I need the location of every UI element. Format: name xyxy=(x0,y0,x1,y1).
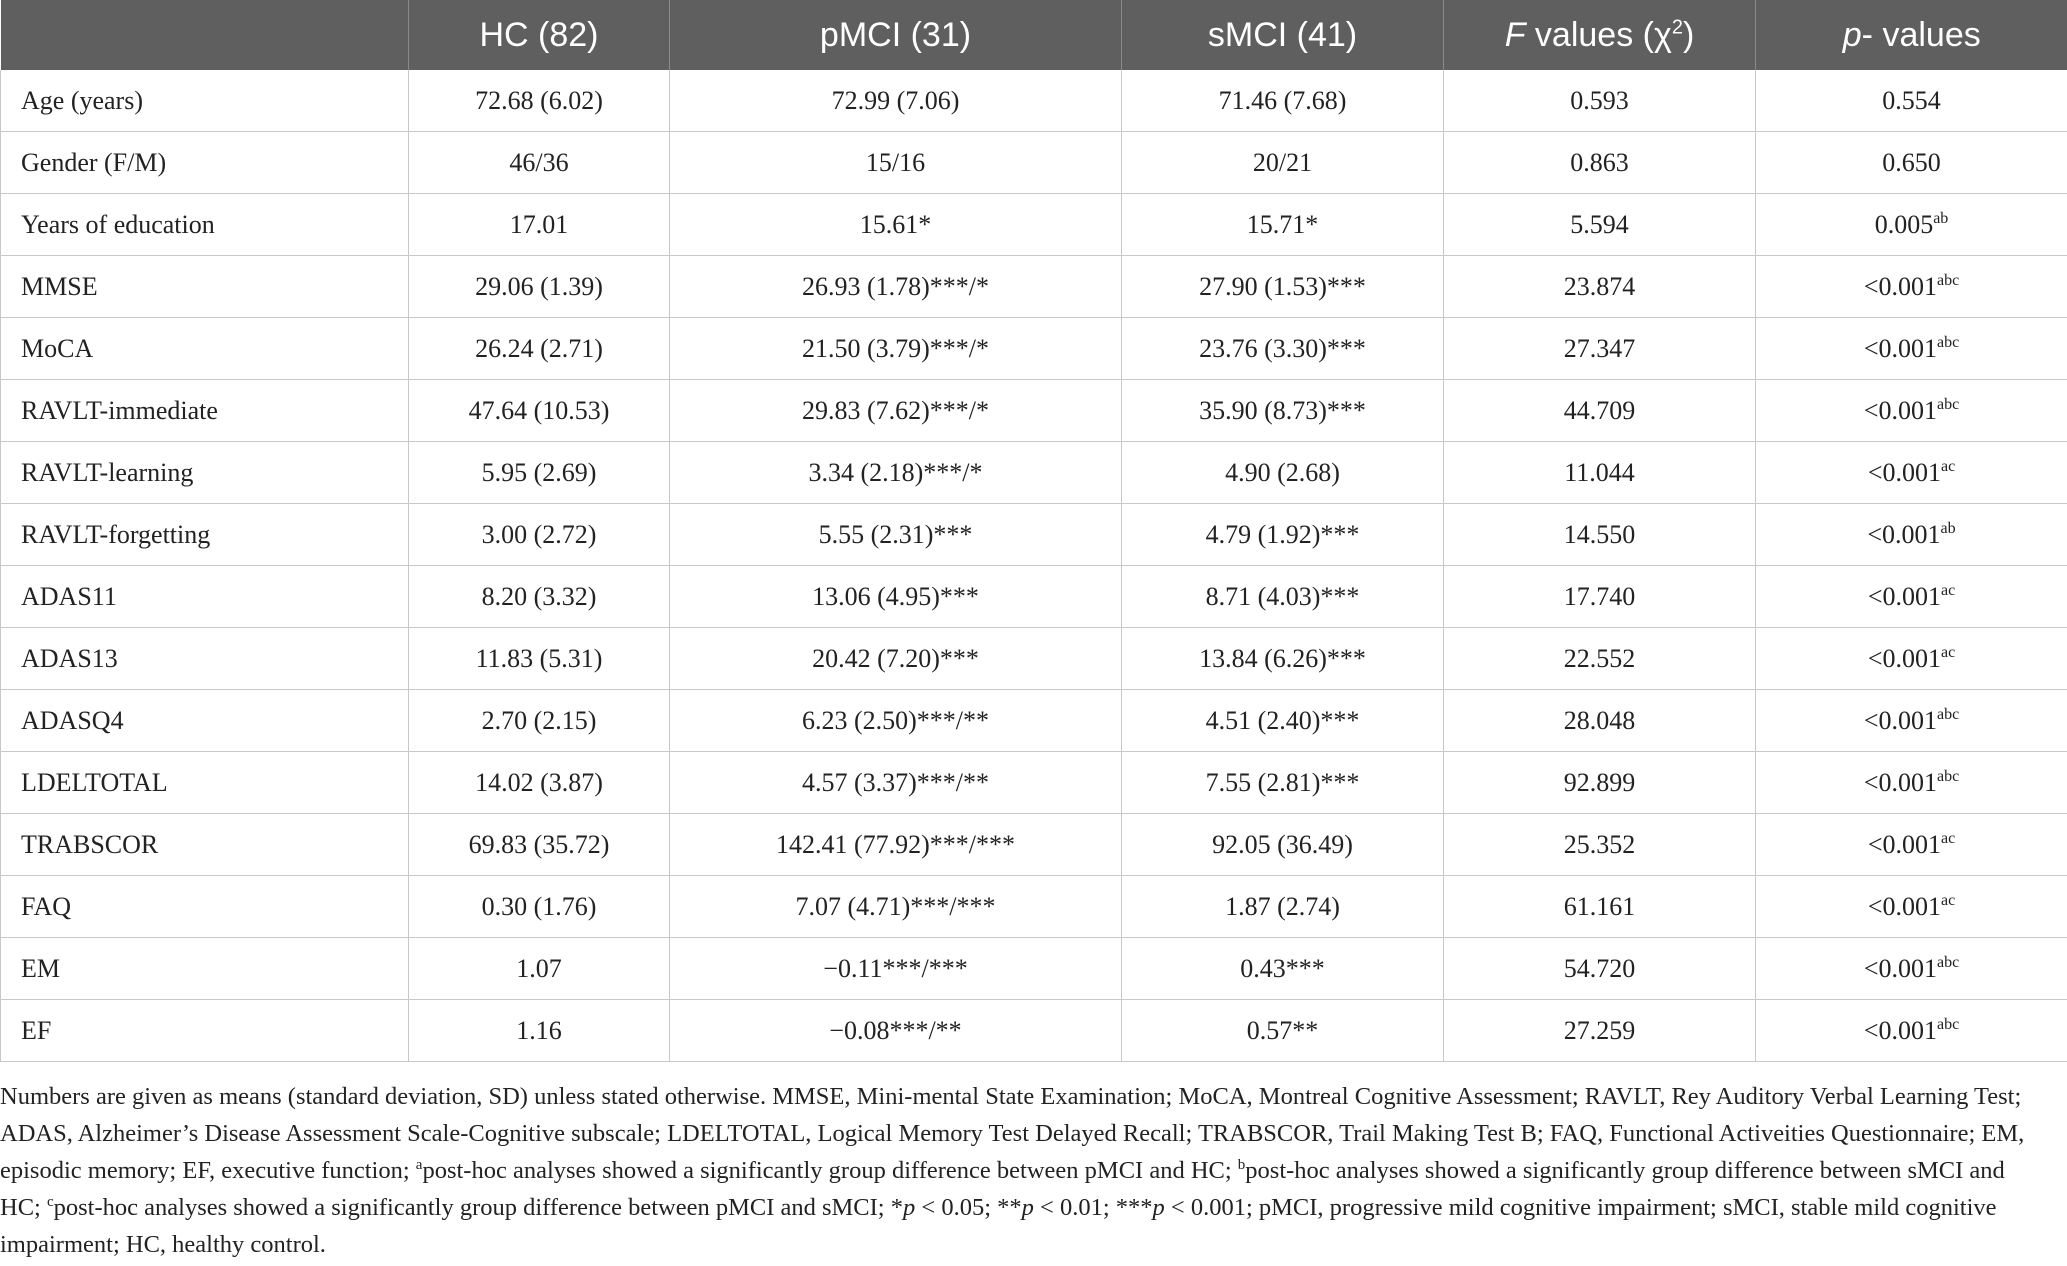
p-value-superscript: abc xyxy=(1936,953,1960,971)
table-row xyxy=(1,566,2067,628)
smci-value: 0.43*** xyxy=(1122,938,1444,1000)
smci-value: 8.71 (4.03)*** xyxy=(1122,566,1444,628)
pmci-value: 15/16 xyxy=(670,132,1122,194)
pmci-value: 6.23 (2.50)***/** xyxy=(670,690,1122,752)
p-value-number: <0.001 xyxy=(1863,271,1937,301)
p-value-superscript: ab xyxy=(1933,209,1949,227)
hc-value: 46/36 xyxy=(409,132,670,194)
table-row xyxy=(1,876,2067,938)
row-label: FAQ xyxy=(1,876,409,938)
pmci-value: 72.99 (7.06) xyxy=(670,70,1122,132)
p-value-number: 0.650 xyxy=(1882,147,1941,177)
table-header xyxy=(1,0,2067,70)
table-row xyxy=(1,70,2067,132)
row-label: LDELTOTAL xyxy=(1,752,409,814)
p-value-superscript: abc xyxy=(1936,333,1960,351)
table-row xyxy=(1,504,2067,566)
p-value-superscript: abc xyxy=(1936,705,1960,723)
p-value-number: <0.001 xyxy=(1867,829,1941,859)
smci-value: 71.46 (7.68) xyxy=(1122,70,1444,132)
p-value-number: <0.001 xyxy=(1863,333,1937,363)
p-value xyxy=(1756,256,2067,318)
f-value: 61.161 xyxy=(1444,876,1756,938)
table-footnote xyxy=(0,1078,2050,1263)
f-value: 14.550 xyxy=(1444,504,1756,566)
p-value-superscript: ac xyxy=(1940,457,1956,475)
pmci-value: 29.83 (7.62)***/* xyxy=(670,380,1122,442)
table-row xyxy=(1,132,2067,194)
smci-value: 4.90 (2.68) xyxy=(1122,442,1444,504)
footnote-sup-b: b xyxy=(1237,1157,1246,1173)
p-value-number: <0.001 xyxy=(1863,705,1937,735)
hc-value: 72.68 (6.02) xyxy=(409,70,670,132)
p-value-superscript: ac xyxy=(1940,581,1956,599)
row-label: RAVLT-immediate xyxy=(1,380,409,442)
smci-value: 4.79 (1.92)*** xyxy=(1122,504,1444,566)
p-value xyxy=(1756,876,2067,938)
pmci-value: 142.41 (77.92)***/*** xyxy=(670,814,1122,876)
smci-value: 4.51 (2.40)*** xyxy=(1122,690,1444,752)
pmci-value: −0.11***/*** xyxy=(670,938,1122,1000)
hc-value: 69.83 (35.72) xyxy=(409,814,670,876)
p-value-superscript: abc xyxy=(1936,767,1960,785)
p-value xyxy=(1756,132,2067,194)
hc-value: 1.16 xyxy=(409,1000,670,1062)
pmci-value: 13.06 (4.95)*** xyxy=(670,566,1122,628)
p-value xyxy=(1756,380,2067,442)
f-value: 44.709 xyxy=(1444,380,1756,442)
hc-value: 29.06 (1.39) xyxy=(409,256,670,318)
p-value-superscript: ac xyxy=(1940,829,1956,847)
row-label: ADAS11 xyxy=(1,566,409,628)
f-value: 28.048 xyxy=(1444,690,1756,752)
row-label: ADAS13 xyxy=(1,628,409,690)
smci-value: 15.71* xyxy=(1122,194,1444,256)
pmci-value: 3.34 (2.18)***/* xyxy=(670,442,1122,504)
hc-value: 17.01 xyxy=(409,194,670,256)
p-value-number: <0.001 xyxy=(1863,395,1937,425)
row-label: EF xyxy=(1,1000,409,1062)
table-row xyxy=(1,752,2067,814)
f-value: 23.874 xyxy=(1444,256,1756,318)
p-value-superscript: ac xyxy=(1940,891,1956,909)
smci-value: 13.84 (6.26)*** xyxy=(1122,628,1444,690)
header-f-close: ) xyxy=(1682,15,1695,54)
smci-value: 0.57** xyxy=(1122,1000,1444,1062)
hc-value: 5.95 (2.69) xyxy=(409,442,670,504)
p-value xyxy=(1756,504,2067,566)
hc-value: 0.30 (1.76) xyxy=(409,876,670,938)
table-body xyxy=(1,70,2067,1062)
table-row xyxy=(1,442,2067,504)
hc-value: 2.70 (2.15) xyxy=(409,690,670,752)
smci-value: 20/21 xyxy=(1122,132,1444,194)
table-row xyxy=(1,814,2067,876)
header-p-values xyxy=(1756,0,2067,70)
row-label: Years of education xyxy=(1,194,409,256)
smci-value: 35.90 (8.73)*** xyxy=(1122,380,1444,442)
header-hc: HC (82) xyxy=(409,0,670,70)
header-row xyxy=(1,0,2067,70)
row-label: MoCA xyxy=(1,318,409,380)
smci-value: 7.55 (2.81)*** xyxy=(1122,752,1444,814)
hc-value: 14.02 (3.87) xyxy=(409,752,670,814)
header-f-superscript: 2 xyxy=(1671,16,1683,39)
footnote-p-3: p xyxy=(1152,1194,1165,1221)
p-value xyxy=(1756,318,2067,380)
footnote-text-6: < 0.01; *** xyxy=(1033,1194,1153,1221)
footnote-sup-a: a xyxy=(415,1157,423,1173)
row-label: RAVLT-forgetting xyxy=(1,504,409,566)
p-value xyxy=(1756,70,2067,132)
pmci-value: 7.07 (4.71)***/*** xyxy=(670,876,1122,938)
p-value xyxy=(1756,566,2067,628)
p-value-superscript: abc xyxy=(1936,1015,1960,1033)
header-smci: sMCI (41) xyxy=(1122,0,1444,70)
pmci-value: 20.42 (7.20)*** xyxy=(670,628,1122,690)
f-value: 17.740 xyxy=(1444,566,1756,628)
row-label: Gender (F/M) xyxy=(1,132,409,194)
p-value xyxy=(1756,690,2067,752)
header-pmci: pMCI (31) xyxy=(670,0,1122,70)
f-value: 0.863 xyxy=(1444,132,1756,194)
pmci-value: −0.08***/** xyxy=(670,1000,1122,1062)
smci-value: 1.87 (2.74) xyxy=(1122,876,1444,938)
p-value-number: <0.001 xyxy=(1867,581,1941,611)
p-value xyxy=(1756,1000,2067,1062)
table-row xyxy=(1,256,2067,318)
f-value: 27.259 xyxy=(1444,1000,1756,1062)
table-row xyxy=(1,1000,2067,1062)
p-value xyxy=(1756,752,2067,814)
row-label: Age (years) xyxy=(1,70,409,132)
f-value: 11.044 xyxy=(1444,442,1756,504)
footnote-p-1: p xyxy=(903,1194,916,1221)
f-value: 0.593 xyxy=(1444,70,1756,132)
p-value xyxy=(1756,442,2067,504)
footnote-text-3: post-hoc analyses showed a significantly group difference between sMCI and HC; xyxy=(0,1157,2005,1221)
hc-value: 1.07 xyxy=(409,938,670,1000)
pmci-value: 15.61* xyxy=(670,194,1122,256)
p-value-number: <0.001 xyxy=(1867,457,1941,487)
p-value-number: <0.001 xyxy=(1867,891,1941,921)
row-label: MMSE xyxy=(1,256,409,318)
row-label: ADASQ4 xyxy=(1,690,409,752)
hc-value: 3.00 (2.72) xyxy=(409,504,670,566)
p-value-number: <0.001 xyxy=(1863,1015,1937,1045)
p-value-number: <0.001 xyxy=(1863,953,1937,983)
header-f-symbol: F xyxy=(1504,15,1526,54)
hc-value: 11.83 (5.31) xyxy=(409,628,670,690)
footnote-text-4: post-hoc analyses showed a significantly group difference between pMCI and sMCI; * xyxy=(53,1194,903,1221)
smci-value: 23.76 (3.30)*** xyxy=(1122,318,1444,380)
pmci-value: 4.57 (3.37)***/** xyxy=(670,752,1122,814)
p-value-number: <0.001 xyxy=(1867,643,1941,673)
table-row xyxy=(1,194,2067,256)
p-value-superscript: abc xyxy=(1936,395,1960,413)
row-label: EM xyxy=(1,938,409,1000)
smci-value: 92.05 (36.49) xyxy=(1122,814,1444,876)
p-value-number: <0.001 xyxy=(1863,767,1937,797)
footnote-text-1: Numbers are given as means (standard deviation, SD) unless stated otherwise. MMSE, Mini-mental State Examination; MoCA, Montreal Cognitive Assessment; RAVLT, Rey Auditory Verbal Learning Test; ADAS, Alzheimer’s Disease Assessment Scale-Cognitive subscale; LDELTOTAL, Logical Memory Test Delayed Recall; TRABSCOR, Trail Making Test B; FAQ, Functional Activeities Questionnaire; EM, episodic memory; EF, executive function; xyxy=(0,1083,2025,1184)
smci-value: 27.90 (1.53)*** xyxy=(1122,256,1444,318)
p-value xyxy=(1756,938,2067,1000)
p-value-number: 0.554 xyxy=(1882,85,1941,115)
hc-value: 47.64 (10.53) xyxy=(409,380,670,442)
table-row xyxy=(1,380,2067,442)
f-value: 5.594 xyxy=(1444,194,1756,256)
p-value-number: 0.005 xyxy=(1874,209,1934,239)
footnote-text-2: post-hoc analyses showed a significantly group difference between pMCI and HC; xyxy=(422,1157,1238,1184)
f-value: 27.347 xyxy=(1444,318,1756,380)
footnote-text-5: < 0.05; ** xyxy=(915,1194,1022,1221)
header-f-values xyxy=(1444,0,1756,70)
table-row xyxy=(1,628,2067,690)
hc-value: 26.24 (2.71) xyxy=(409,318,670,380)
p-value-superscript: ab xyxy=(1940,519,1956,537)
footnote-p-2: p xyxy=(1021,1194,1034,1221)
row-label: TRABSCOR xyxy=(1,814,409,876)
f-value: 54.720 xyxy=(1444,938,1756,1000)
table-row xyxy=(1,690,2067,752)
pmci-value: 5.55 (2.31)*** xyxy=(670,504,1122,566)
f-value: 22.552 xyxy=(1444,628,1756,690)
p-value-number: <0.001 xyxy=(1867,519,1941,549)
header-f-text: values (χ xyxy=(1525,15,1672,54)
row-label: RAVLT-learning xyxy=(1,442,409,504)
hc-value: 8.20 (3.32) xyxy=(409,566,670,628)
f-value: 92.899 xyxy=(1444,752,1756,814)
header-p-symbol: p xyxy=(1842,15,1862,54)
table-row xyxy=(1,938,2067,1000)
p-value xyxy=(1756,814,2067,876)
footnote-text-7: < 0.001; pMCI, progressive mild cognitive impairment; sMCI, stable mild cognitive impairment; HC, healthy control. xyxy=(0,1194,1997,1258)
p-value xyxy=(1756,194,2067,256)
pmci-value: 26.93 (1.78)***/* xyxy=(670,256,1122,318)
p-value xyxy=(1756,628,2067,690)
pmci-value: 21.50 (3.79)***/* xyxy=(670,318,1122,380)
footnote-sup-c: c xyxy=(46,1194,54,1210)
p-value-superscript: ac xyxy=(1940,643,1956,661)
header-p-text: - values xyxy=(1861,15,1981,54)
p-value-superscript: abc xyxy=(1936,271,1960,289)
header-variable xyxy=(1,0,409,70)
table-row xyxy=(1,318,2067,380)
f-value: 25.352 xyxy=(1444,814,1756,876)
